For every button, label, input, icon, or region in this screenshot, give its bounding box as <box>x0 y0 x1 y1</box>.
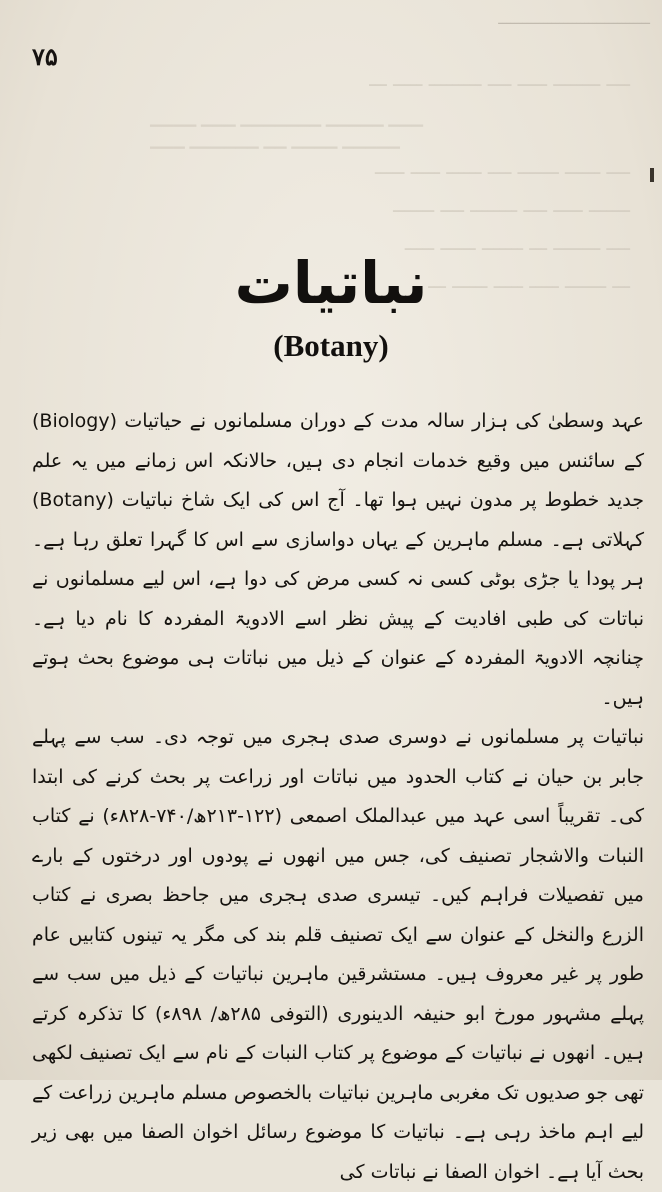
bleed-through-line: ▁▁▁ ▁▁▁▁▁▁ ▁▁ ▁▁▁▁ ▁▁▁▁▁ <box>150 131 400 149</box>
body-text <box>32 402 644 1192</box>
bleed-through-line: ــــ ــــــــ ـــــ ــــ ـــــــــ ـــــ ـــ <box>369 67 630 91</box>
chapter-title-urdu: نباتیات <box>234 249 428 317</box>
paragraph-1: عہد وسطیٰ کی ہزار سالہ مدت کے دوران مسلمانوں نے حیاتیات (Biology) کے سائنس میں وقیع خدمات انجام دی ہیں، حالانکہ اس زمانے میں یہ علم جدید خطوط پر مدون نہیں ہوا تھا۔ آج اس کی ایک شاخ نباتیات (Botany) کہلاتی ہے۔ مسلم ماہرین کے یہاں دواسازی سے اس کا گہرا تعلق رہا ہے۔ ہر پودا یا جڑی بوٹی کسی نہ کسی مرض کی دوا ہے، اس لیے مسلمانوں نے نباتات کی طبی افادیت کے پیش نظر اسے الادویۃ المفردہ کا نام دیا ہے۔ چنانچہ الادویۃ المفردہ کے عنوان کے ذیل میں نباتات ہی موضوع بحث ہوتے ہیں۔ <box>32 410 644 709</box>
page-edge-mark <box>650 168 654 182</box>
bleed-through-line: ـــــــ ـــــ ــــ ــــــــ ــــ ـــــــ <box>393 193 630 217</box>
page-number: ۷۵ <box>32 42 58 71</box>
bleed-through-line: ـــ ـــــــ ـــــ ـــــ ــــــ ـــ <box>428 269 630 293</box>
chapter-title-english: (Botany) <box>273 328 389 363</box>
bleed-through-line: ــــ ــــــــ ـــ ـــــــ ــــــ ـــــ <box>404 231 630 255</box>
header-bleed-through: ـــــــــــــــــــــــــــــــــــــ <box>498 12 650 28</box>
paragraph-2: نباتیات پر مسلمانوں نے دوسری صدی ہجری میں توجہ دی۔ سب سے پہلے جابر بن حیان نے کتاب الحدود میں نباتات اور زراعت پر بحث کرنے کی ابتدا کی۔ تقریباً اسی عہد میں عبدالملک اصمعی (۱۲۲-۲۱۳ھ/۷۴۰-۸۲۸ء) نے کتاب النبات والاشجار تصنیف کی، جس میں انھوں نے پودوں اور درختوں کے بارے میں تفصیلات فراہم کیں۔ تیسری صدی ہجری میں جاحظ بصری نے کتاب الزرع والنخل کے عنوان سے ایک تصنیف قلم بند کی مگر یہ تینوں کتابیں عام طور پر غیر معروف ہیں۔ مستشرقین ماہرین نباتیات کے ذیل میں سب سے پہلے مشہور مورخ ابو حنیفہ الدینوری (التوفی ۲۸۵ھ/ ۸۹۸ء) کا تذکرہ کرتے ہیں۔ انھوں نے نباتیات کے موضوع پر کتاب النبات کے نام سے ایک تصنیف لکھی تھی جو صدیوں تک مغربی ماہرین نباتیات بالخصوص مسلم ماہرین زراعت کے لیے اہم ماخذ رہی ہے۔ نباتیات کا موضوع رسائل اخوان الصفا میں بھی زیر بحث آیا ہے۔ اخوان الصفا نے نباتات کی <box>32 726 644 1183</box>
bleed-through-line: ▁▁▁▁ ▁▁▁ ▁▁▁▁▁▁▁ ▁▁▁▁▁ ▁▁▁ <box>150 109 423 127</box>
bleed-through-line: ــــ ــــــ ـــــــ ــــ ــــــ ـــــ ـــــ <box>375 155 630 179</box>
